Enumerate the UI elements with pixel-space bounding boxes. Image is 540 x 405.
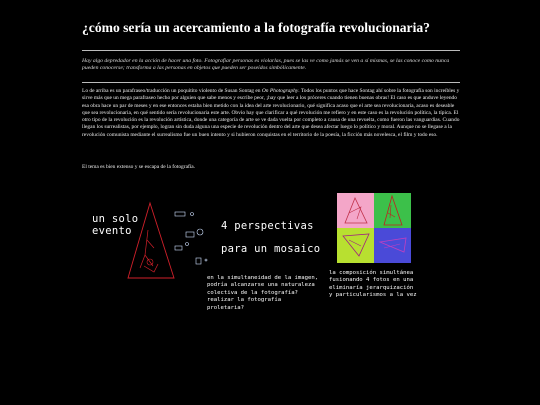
label-evento: evento xyxy=(92,225,132,237)
doodle-circle-2 xyxy=(197,229,203,235)
label-para-un-mosaico: para un mosaico xyxy=(221,243,321,255)
epigraph-quote: Hay algo depredador en la acción de hacer una foto. Fotografiar personas es violarlas, pues se las ve como jamás se ven a sí mismas, se las conoce como nunca pueden conocerse; transforma a las personas en objetos que pueden ser poseídos simbólicamente. xyxy=(82,58,450,72)
page-title: ¿cómo sería un acercamiento a la fotografía revolucionaria? xyxy=(82,20,430,35)
doodle-rect-3 xyxy=(175,246,182,250)
label-4-perspectivas: 4 perspectivas xyxy=(221,220,314,232)
para1-rest: . Todos los puntos que hace Sontag ahí sobre la fotografía son increíbles y sirve más que un mega parafraseo hecho por alguien que sabe menos y escribe peor, ¡hay que leer a los próceres cuando tienen buenas obras! El caso es que anduve leyendo esa obra hace un par de meses y en ese entonces estaba bien metido con la idea del arte revolucionario, qué significa acaso que el arte sea revolucionaria, acaso es deseable que sea revolucionaria, en qué sentido sería revolucionaria este arte. Obvio hay que clarificar a qué revolución me refiero y en este caso es la revolución política, la típica. El otro tipo de la revolución es la revolución artística, donde una categoría de arte se ve dada vuelta por completo a causa de una revuelta, como fueron las vanguardias. Cuando llegan los surrealistas, por ejemplo, logran sin duda alguna una especie de revolución dentro del arte que desea afectar luego lo político y moral. Aunque no se llegase a la revolución comunista mediante el surrealismo fue un buen intento y si hubieron conquistas en el territorio de la poesía, la ficción más novelesca, el film y todo eso. xyxy=(82,88,460,138)
mosaic-tile-bottom-left xyxy=(337,228,374,263)
triangle-shape xyxy=(128,203,174,278)
book-title-link[interactable]: On Photography xyxy=(261,88,299,94)
label-un-solo: un solo xyxy=(92,213,139,225)
doodle-circle-1 xyxy=(191,213,194,216)
doodle-circle-3 xyxy=(186,243,189,246)
triangle-figure xyxy=(140,230,158,272)
perspective-doodles xyxy=(172,208,212,268)
mosaic-tile-top-right xyxy=(374,193,411,228)
para1-start: Lo de arriba es un parafraseo/traducción un poquitito violento de Susan Sontag en xyxy=(82,88,262,94)
event-triangle-drawing xyxy=(120,200,180,280)
caption-simultaneous-composition: la composición simultánea fusionando 4 fotos en una eliminaría jerarquización y particularismos a la vez xyxy=(329,270,417,299)
caption-proletarian-photo: en la simultaneidad de la imagen, podría alcanzarse una naturaleza colectiva de la fotografía? realizar la fotografía proletaria? xyxy=(207,275,319,311)
body-paragraph-1 xyxy=(82,88,462,139)
doodle-rect-4 xyxy=(196,258,201,264)
doodle-rect-2 xyxy=(186,232,194,237)
doodle-rect-1 xyxy=(175,212,185,216)
body-paragraph-2: El tema es bien extenso y se escapa de la fotografía. xyxy=(82,164,196,170)
mosaic-tile-top-left xyxy=(337,193,374,228)
mosaic-tile-bottom-right xyxy=(374,228,411,263)
quote-divider xyxy=(82,82,460,83)
doodle-circle-4 xyxy=(205,259,207,261)
title-divider xyxy=(82,50,460,51)
mosaic-image xyxy=(337,193,411,263)
